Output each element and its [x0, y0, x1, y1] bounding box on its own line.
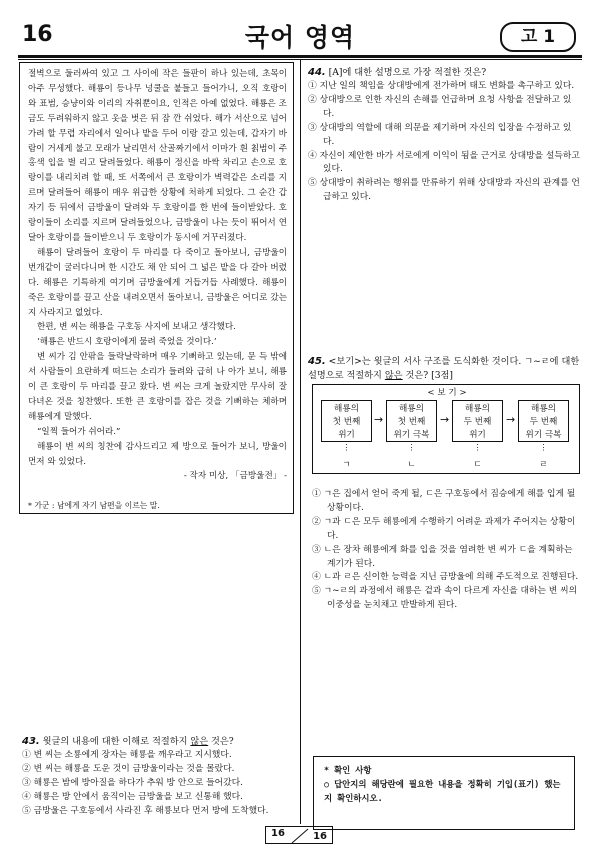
option-5[interactable]: ⑤ 상대방이 취하려는 행위를 만류하기 위해 상대방과 자신의 관계를 언급하고 있다. [308, 178, 580, 203]
arrow-icon: → [374, 413, 384, 426]
passage-source: - 작자 미상, 「금방울전」 - [183, 471, 287, 482]
footnote: * 가군 : 남에게 자기 남편을 이르는 말. [28, 501, 160, 510]
option-3[interactable]: ③ 상대방의 역할에 대해 의문을 제기하며 자신의 입장을 수정하고 있다. [308, 122, 572, 147]
question-text: <보기>는 윗글의 서사 구조를 도식화한 것이다. ㄱ~ㄹ에 대한 설명으로 적절하지 [308, 356, 580, 381]
box-line: 위기 [469, 430, 486, 440]
option-4[interactable]: ④ 해룡은 방 안에서 움직이는 금방울을 보고 신통해 했다. [22, 791, 243, 802]
option-2[interactable]: ② ㄱ과 ㄷ은 모두 해룡에게 수행하기 어려운 과제가 주어지는 상황이다. [312, 516, 576, 541]
box-label: ㄹ [539, 460, 548, 470]
question-number: 43. [22, 736, 40, 747]
footer-page-number [265, 826, 333, 844]
passage-paragraph: 해룡이 변 씨의 칭찬에 감사드리고 제 방으로 들어가 보니, 방울이 먼저 와 있었다. [28, 441, 287, 467]
option-5[interactable]: ⑤ ㄱ~ㄹ의 과정에서 해룡은 겉과 속이 다르게 자신을 대하는 변 씨의 이중성을 눈치채고 반발하게 된다. [312, 586, 578, 611]
option-2[interactable]: ② 상대방으로 인한 자신의 손해를 언급하며 요청 사항을 전달하고 있다. [308, 94, 572, 119]
vertical-dots-icon: ⋮ [473, 443, 482, 452]
option-3[interactable]: ③ ㄴ은 장차 해룡에게 화를 입을 것을 염려한 변 씨가 ㄷ을 계획하는 계기가 된다. [312, 544, 573, 569]
passage-paragraph: “일찍 들어가 쉬어라.” [37, 426, 121, 437]
reading-passage [19, 62, 294, 514]
passage-paragraph: 변 씨가 김 안팎을 들락날락하며 매우 기뻐하고 있는데, 문 득 밖에서 사람들이 요란하게 떠드는 소리가 들려와 급히 나 아가 보니, 해룡이 큰 호랑이 두 마리를 끌고 왔다. 변 씨는 크게 놀랐지만 무사히 잘 다녀온 것을 칭찬했다. 또한 큰 호랑이를 잡은 것을 기뻐하는 체하며 해룡에게 말했다. [28, 352, 287, 422]
question-text-end: 것은? [3점] [402, 370, 454, 381]
box-label: ㄷ [473, 460, 482, 470]
passage-paragraph: 절벽으로 둘러싸여 있고 그 사이에 작은 들판이 하나 있는데, 초목이 아주 무성했다. 해룡이 등나무 넝쿨을 붙들고 들어가니, 오직 호랑이와 표범, 승냥이와 이리의 자취뿐이요, 인적은 아예 없었다. 해룡은 조금도 두려워하지 않고 옷을 벗은 뒤 잠 깐 쉬었다. 해가 서산으로 넘어가려 할 무렵 자리에서 일어나 밭을 두어 이랑 갈고 있는데, 갑자기 바람이 거세게 불고 모래가 날리면서 산골짜기에서 이마가 흰 칡범이 주홍색 입을 벌 리고 달려들었다. 해룡이 정신을 바싹 차리고 손으로 호랑이를 내리치려 할 때, 또 서쪽에서 큰 호랑이가 벽력같은 소리를 지르며 달려들어 해룡이 매우 위급한 상황에 처하게 되었다. 그 순간 갑자기 등 뒤에서 금방울이 달려와 두 호랑이를 한 번에 들이받았다. 호랑이들이 소리를 지르며 달려들었으나, 금방울이 나는 듯이 뛰어서 연달아 호랑이를 들이받으니 두 호랑이가 동시에 거꾸러졌다. [28, 69, 287, 243]
notice-box [313, 756, 575, 830]
passage-paragraph: ‘해룡은 반드시 호랑이에게 물려 죽었을 것이다.’ [37, 337, 217, 348]
page-number: 16 [22, 22, 53, 47]
box-line: 두 번째 [463, 417, 492, 427]
option-1[interactable]: ① 지난 일의 책임을 상대방에게 전가하며 태도 변화를 촉구하고 있다. [308, 81, 575, 91]
passage-paragraph: 한편, 변 씨는 해룡을 구호동 사지에 보내고 생각했다. [37, 322, 236, 333]
question-stem [308, 66, 580, 80]
vertical-dots-icon: ⋮ [539, 443, 548, 452]
question-underline: 않은 [190, 736, 209, 747]
option-list [308, 80, 580, 205]
column-divider [300, 60, 301, 824]
box-line: 해룡의 [334, 404, 359, 414]
question-44 [308, 66, 580, 205]
option-2[interactable]: ② 변 씨는 해룡을 도운 것이 금방울이라는 것을 몰랐다. [22, 763, 235, 774]
bogi-diagram [312, 384, 580, 474]
box-line: 두 번째 [529, 417, 558, 427]
question-43 [22, 735, 294, 819]
diagram-box-3 [452, 400, 503, 442]
question-number: 45. [308, 356, 326, 367]
arrow-icon: → [440, 413, 450, 426]
option-3[interactable]: ③ 해룡은 밤에 방아질을 하다가 추워 방 안으로 들어갔다. [22, 777, 243, 788]
question-text-end: 것은? [208, 736, 234, 747]
option-list [312, 488, 580, 613]
diagram-box-1 [321, 400, 372, 442]
question-underline: 않은 [384, 370, 403, 381]
section-title: 국어 영역 [244, 23, 356, 52]
question-stem [308, 355, 580, 383]
vertical-dots-icon: ⋮ [407, 443, 416, 452]
box-line: 해룡의 [531, 404, 556, 414]
box-line: 위기 극복 [525, 430, 562, 440]
box-label: ㄱ [342, 460, 351, 470]
question-number: 44. [308, 67, 326, 78]
option-5[interactable]: ⑤ 금방울은 구호동에서 사라진 후 해룡보다 먼저 방에 도착했다. [22, 805, 269, 816]
notice-body: ○ 답안지의 해당란에 필요한 내용을 정확히 기입(표기) 했는지 확인하시오. [324, 779, 561, 803]
option-1[interactable]: ① 변 씨는 소룡에게 장자는 해룡을 깨우라고 지시했다. [22, 750, 232, 760]
option-4[interactable]: ④ ㄴ과 ㄹ은 신이한 능력을 지닌 금방울에 의해 주도적으로 진행된다. [312, 572, 579, 583]
question-45 [308, 355, 580, 383]
question-text: [A]에 대한 설명으로 가장 적절한 것은? [328, 67, 487, 78]
question-45-options [312, 488, 580, 613]
grade-badge: 고 1 [500, 22, 576, 52]
notice-title: * 확인 사항 [324, 765, 372, 775]
diagram-box-2 [386, 400, 437, 442]
vertical-dots-icon: ⋮ [342, 443, 351, 452]
box-line: 위기 [338, 430, 355, 440]
footer-current-page: 16 [271, 828, 285, 839]
box-label: ㄴ [407, 460, 416, 470]
diagram-box-4 [518, 400, 569, 442]
box-line: 첫 번째 [397, 417, 426, 427]
bogi-title: < 보 기 > [427, 388, 467, 398]
box-line: 해룡의 [399, 404, 424, 414]
option-4[interactable]: ④ 자신이 제안한 바가 서로에게 이익이 됨을 근거로 상대방을 설득하고 있다. [308, 150, 580, 175]
question-text: 윗글의 내용에 대한 이해로 적절하지 [42, 736, 191, 747]
footer-total-pages: 16 [313, 831, 327, 842]
question-stem [22, 735, 294, 749]
box-line: 해룡의 [465, 404, 490, 414]
option-1[interactable]: ① ㄱ은 집에서 얻어 죽게 될, ㄷ은 구호동에서 짐승에게 해를 입게 될 상황이다. [312, 489, 576, 513]
box-line: 첫 번째 [332, 417, 361, 427]
box-line: 위기 극복 [393, 430, 430, 440]
passage-paragraph: 해룡이 달려들어 호랑이 두 마리를 다 죽이고 돌아보니, 금방울이 번개같이 굴러다니며 한 시간도 채 안 되어 그 넓은 밭을 다 갈아 버렸다. 해룡은 기특하게 여기며 금방울에게 거듭거듭 사례했다. 해룡이 죽은 호랑이를 끌고 산을 내려오면서 돌아보니, 금방울은 어디로 갔는지 사라지고 없었다. [28, 247, 287, 318]
arrow-icon: → [506, 413, 516, 426]
option-list [22, 749, 294, 819]
header-rule [18, 55, 582, 58]
